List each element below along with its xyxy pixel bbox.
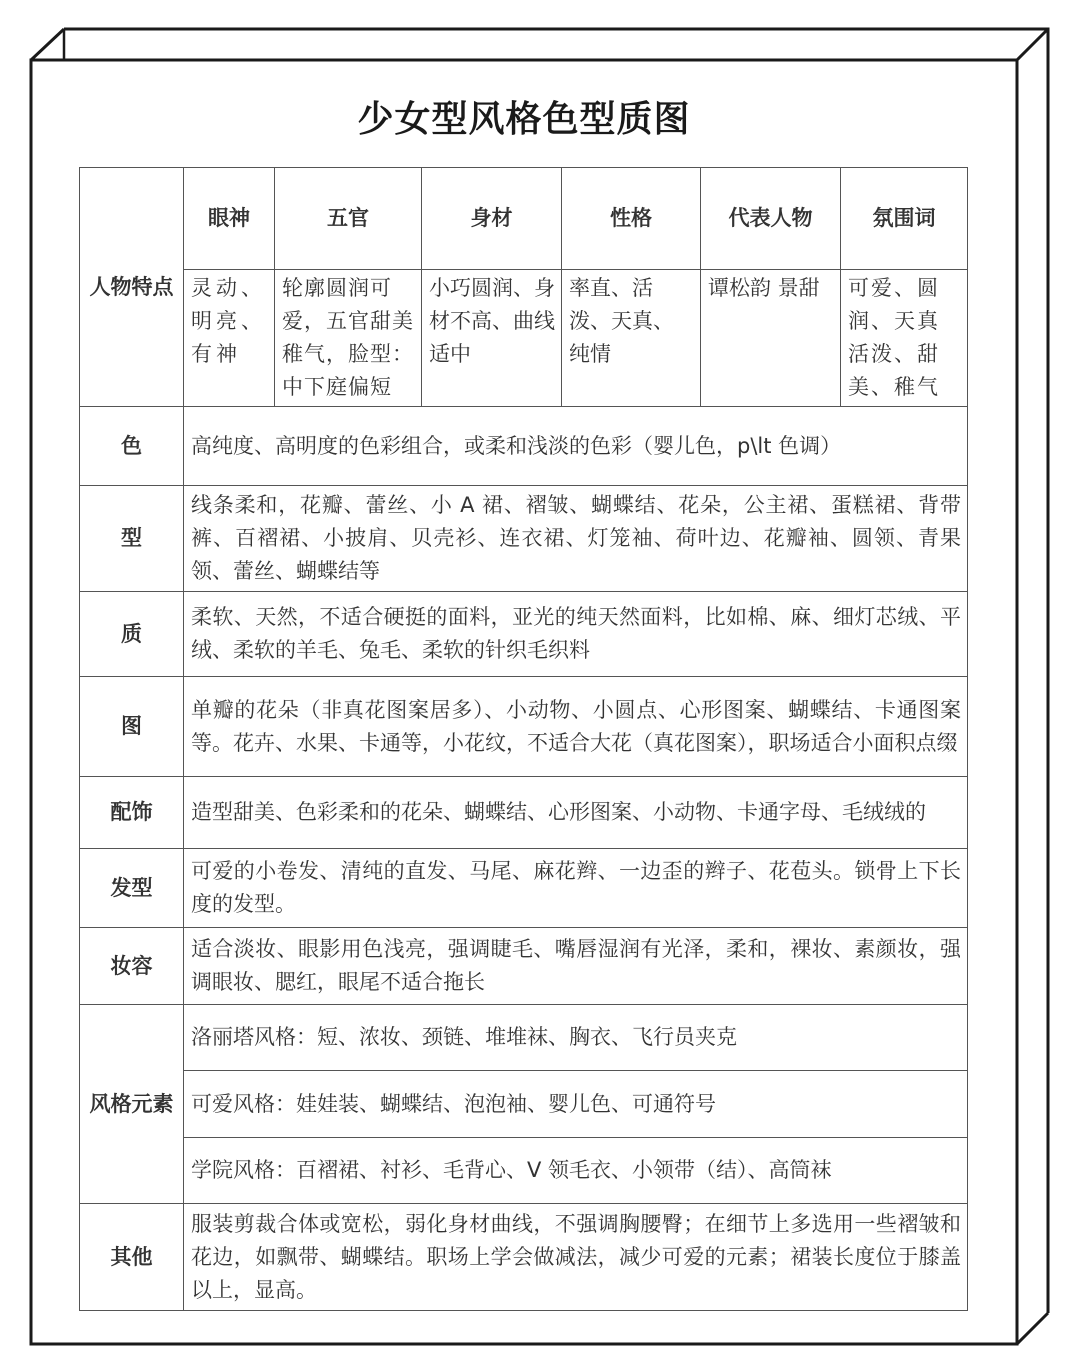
shape-row xyxy=(80,486,968,592)
column-header-mood-words: 氛围词 xyxy=(841,168,968,270)
cell-style-cute: 可爱风格：娃娃装、蝴蝶结、泡泡袖、婴儿色、可通符号 xyxy=(184,1071,968,1138)
row-label-accessories: 配饰 xyxy=(80,777,184,849)
cell-personality: 率直、活泼、天真、纯情 xyxy=(562,270,701,407)
row-label-other: 其他 xyxy=(80,1204,184,1311)
hairstyle-row xyxy=(80,849,968,928)
cell-accessories: 造型甜美、色彩柔和的花朵、蝴蝶结、心形图案、小动物、卡通字母、毛绒绒的 xyxy=(184,777,968,849)
cell-mood-words: 可爱、圆润、天真活泼、甜美、稚气 xyxy=(841,270,968,407)
style-elements-row xyxy=(80,1138,968,1204)
cell-eyes: 灵动、明亮、有神 xyxy=(184,270,275,407)
column-header-personality: 性格 xyxy=(562,168,701,270)
row-label-character: 人物特点 xyxy=(80,168,184,407)
makeup-row xyxy=(80,928,968,1005)
texture-row xyxy=(80,592,968,677)
style-table xyxy=(79,167,968,1311)
cell-makeup: 适合淡妆、眼影用色浅亮，强调睫毛、嘴唇湿润有光泽，柔和，裸妆、素颜妆，强调眼妆、腮红，眼尾不适合拖长 xyxy=(184,928,968,1005)
row-label-pattern: 图 xyxy=(80,677,184,777)
column-header-representatives: 代表人物 xyxy=(701,168,841,270)
cell-shape: 线条柔和，花瓣、蕾丝、小 A 裙、褶皱、蝴蝶结、花朵，公主裙、蛋糕裙、背带裤、百褶裙、小披肩、贝壳衫、连衣裙、灯笼袖、荷叶边、花瓣袖、圆领、青果领、蕾丝、蝴蝶结等 xyxy=(184,486,968,592)
cell-other: 服装剪裁合体或宽松，弱化身材曲线，不强调胸腰臀；在细节上多选用一些褶皱和花边，如飘带、蝴蝶结。职场上学会做减法，减少可爱的元素；裙装长度位于膝盖以上，显高。 xyxy=(184,1204,968,1311)
cell-texture: 柔软、天然，不适合硬挺的面料，亚光的纯天然面料，比如棉、麻、细灯芯绒、平绒、柔软的羊毛、兔毛、柔软的针织毛织料 xyxy=(184,592,968,677)
page-title: 少女型风格色型质图 xyxy=(357,99,691,140)
column-header-body: 身材 xyxy=(422,168,562,270)
cell-pattern: 单瓣的花朵（非真花图案居多）、小动物、小圆点、心形图案、蝴蝶结、卡通图案等。花卉、水果、卡通等，小花纹，不适合大花（真花图案），职场适合小面积点缀 xyxy=(184,677,968,777)
style-elements-row xyxy=(80,1005,968,1071)
row-label-hairstyle: 发型 xyxy=(80,849,184,928)
other-row xyxy=(80,1204,968,1311)
cell-style-lolita: 洛丽塔风格：短、浓妆、颈链、堆堆袜、胸衣、飞行员夹克 xyxy=(184,1005,968,1071)
row-label-color: 色 xyxy=(80,407,184,486)
header-row xyxy=(80,168,968,270)
cell-style-preppy: 学院风格：百褶裙、衬衫、毛背心、V 领毛衣、小领带（结）、高筒袜 xyxy=(184,1138,968,1204)
column-header-features: 五官 xyxy=(275,168,422,270)
row-label-texture: 质 xyxy=(80,592,184,677)
row-label-style-elements: 风格元素 xyxy=(80,1005,184,1204)
cell-body: 小巧圆润、身材不高、曲线适中 xyxy=(422,270,562,407)
style-elements-row xyxy=(80,1071,968,1138)
cell-features: 轮廓圆润可爱，五官甜美稚气，脸型：中下庭偏短 xyxy=(275,270,422,407)
character-row xyxy=(80,270,968,407)
color-row xyxy=(80,407,968,486)
column-header-eyes: 眼神 xyxy=(184,168,275,270)
row-label-shape: 型 xyxy=(80,486,184,592)
accessories-row xyxy=(80,777,968,849)
cell-hairstyle: 可爱的小卷发、清纯的直发、马尾、麻花辫、一边歪的辫子、花苞头。锁骨上下长度的发型。 xyxy=(184,849,968,928)
row-label-makeup: 妆容 xyxy=(80,928,184,1005)
pattern-row xyxy=(80,677,968,777)
cell-color: 高纯度、高明度的色彩组合，或柔和浅淡的色彩（婴儿色，p\lt 色调） xyxy=(184,407,968,486)
cell-representatives: 谭松韵 景甜 xyxy=(701,270,841,407)
